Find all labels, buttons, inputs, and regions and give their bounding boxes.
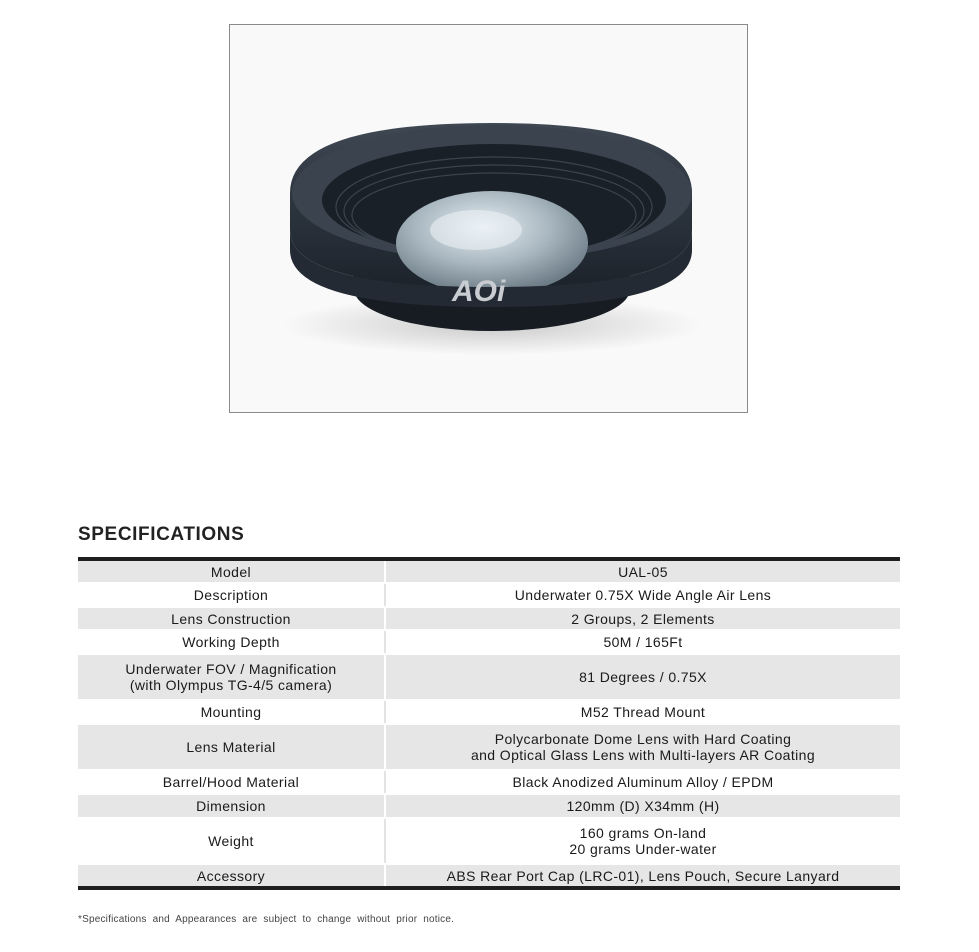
spec-label: Working Depth (182, 634, 280, 650)
spec-value-cell (385, 607, 900, 630)
spec-label-cell (78, 559, 385, 583)
spec-value-cell (385, 794, 900, 818)
spec-value: M52 Thread Mount (580, 704, 706, 720)
spec-label: Weight (208, 833, 254, 849)
spec-value: 81 Degrees / 0.75X (579, 669, 707, 685)
table-row (78, 630, 900, 654)
table-row (78, 559, 900, 583)
spec-value: Black Anodized Aluminum Alloy / EPDM (512, 774, 774, 790)
spec-value: UAL-05 (618, 563, 668, 580)
spec-value: Underwater 0.75X Wide Angle Air Lens (514, 587, 772, 603)
spec-label-cell (78, 583, 385, 607)
spec-label: Barrel/Hood Material (162, 774, 300, 790)
specifications-heading: SPECIFICATIONS (78, 524, 245, 545)
spec-label-cell (78, 864, 385, 888)
spec-label: Lens Construction (171, 610, 291, 627)
spec-value: and Optical Glass Lens with Multi-layers AR Coating (470, 747, 816, 763)
spec-label: (with Olympus TG-4/5 camera) (129, 677, 333, 693)
aoi-logo: AOi (452, 275, 506, 308)
table-row (78, 583, 900, 607)
footnote: *Specifications and Appearances are subject to change without prior notice. (78, 914, 455, 925)
table-row (78, 607, 900, 630)
table-row (78, 770, 900, 794)
spec-value-cell (385, 654, 900, 700)
spec-value-cell (385, 818, 900, 864)
spec-label: Lens Material (186, 739, 276, 755)
spec-label-cell (78, 630, 385, 654)
spec-label: Accessory (196, 867, 266, 884)
spec-value: 20 grams Under-water (569, 841, 717, 857)
spec-label-cell (78, 818, 385, 864)
spec-value: 120mm (D) X34mm (H) (566, 798, 720, 814)
spec-label-cell (78, 724, 385, 770)
table-row (78, 654, 900, 700)
spec-label-cell (78, 700, 385, 724)
lens-illustration (230, 25, 747, 412)
spec-value-cell (385, 864, 900, 888)
spec-value-cell (385, 583, 900, 607)
table-row (78, 700, 900, 724)
spec-label-cell (78, 607, 385, 630)
spec-label: Dimension (196, 798, 266, 814)
spec-value: Polycarbonate Dome Lens with Hard Coating (494, 731, 792, 747)
spec-value: 2 Groups, 2 Elements (571, 610, 715, 627)
spec-value: ABS Rear Port Cap (LRC-01), Lens Pouch, Secure Lanyard (446, 867, 840, 884)
product-photo (229, 24, 748, 413)
spec-label-cell (78, 770, 385, 794)
spec-value: 50M / 165Ft (603, 634, 683, 650)
table-row (78, 864, 900, 888)
spec-label: Mounting (200, 704, 262, 720)
spec-label: Description (193, 587, 269, 603)
specifications-table (78, 557, 900, 890)
spec-value-cell (385, 559, 900, 583)
table-row (78, 818, 900, 864)
spec-label-cell (78, 654, 385, 700)
table-row (78, 724, 900, 770)
spec-label-cell (78, 794, 385, 818)
spec-value-cell (385, 770, 900, 794)
spec-value-cell (385, 630, 900, 654)
spec-label: Underwater FOV / Magnification (125, 661, 337, 677)
spec-value-cell (385, 700, 900, 724)
table-row (78, 794, 900, 818)
spec-value: 160 grams On-land (579, 825, 707, 841)
spec-label: Model (210, 563, 252, 580)
spec-value-cell (385, 724, 900, 770)
